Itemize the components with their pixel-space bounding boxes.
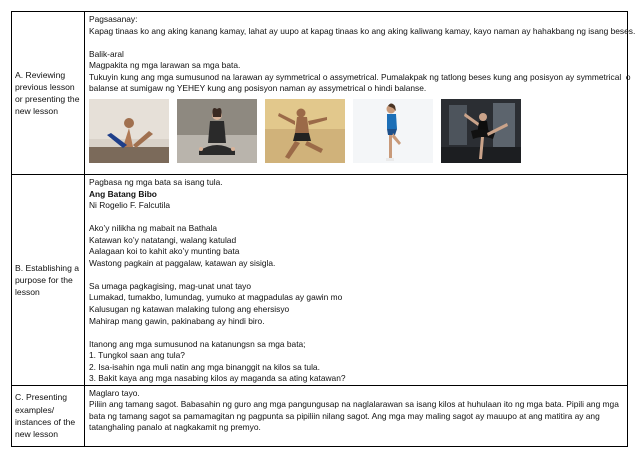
label-line: new lesson xyxy=(15,429,58,440)
poem-line: Ako’y nilikha ng mabait na Bathala xyxy=(89,223,218,234)
label-line: A. Reviewing xyxy=(15,69,66,80)
label-line: purpose for the xyxy=(15,274,73,285)
label-line: new lesson xyxy=(15,106,58,117)
text-line: Maglaro tayo. xyxy=(89,387,140,398)
blank-line xyxy=(89,37,623,49)
text-line: Piliin ang tamang sagot. Babasahin ng guro ang mga pangungusap na naglalarawan sa isang kilos at huhulaan ito ng mga bata. Pipili ang mga xyxy=(89,399,619,410)
text-line: Pagbasa ng mga bata sa isang tula. xyxy=(89,177,223,187)
poem-author: Ni Rogelio F. Falcutila xyxy=(89,200,170,211)
question-line: 1. Tungkol saan ang tula? xyxy=(89,350,185,361)
poem-line: Kalusugan ng katawan malaking tulong ang ehersisyo xyxy=(89,304,290,315)
blank-line xyxy=(89,212,623,224)
text-line: Magpakita ng mga larawan sa mga bata. xyxy=(89,60,241,71)
question-line: 3. Bakit kaya ang mga nasabing kilos ay maganda sa ating katawan? xyxy=(89,373,346,384)
label-line: or presenting the xyxy=(15,94,80,104)
blank-line xyxy=(89,269,623,281)
text-line: tatanghaling panalo at nagkakamit ng premyo. xyxy=(89,422,261,433)
poem-title: Ang Batang Bibo xyxy=(89,188,157,199)
lesson-plan-table xyxy=(11,11,636,447)
row-content-presenting xyxy=(85,385,628,446)
poem-line: Wastong pagkain at paggalaw, katawan ay sisigla. xyxy=(89,257,276,268)
meditation-pose-photo-icon xyxy=(177,99,257,163)
blank-line xyxy=(89,327,623,339)
label-line: previous lesson xyxy=(15,81,75,92)
text-line: balanse at sumigaw ng YEHEY kung ang posisyon naman ay assymetrical o hindi balanse. xyxy=(89,83,427,94)
row-content-reviewing xyxy=(85,12,636,175)
poem-line: Aalagaan koi to kahit ako’y munting bata xyxy=(89,246,240,257)
label-line: instances of the xyxy=(15,416,76,427)
balance-pose-photo-icon xyxy=(353,99,433,163)
text-line: Kapag tinaas ko ang aking kanang kamay, lahat ay uupo at kapag tinaas ko ang aking kaliwang kamay, kayo naman ay hahakbang ng isang beses. xyxy=(89,25,636,36)
text-line: Itanong ang mga sumusunod na katanungsn sa mga bata; xyxy=(89,338,306,349)
label-line: B. Establishing a xyxy=(15,262,80,273)
lunge-pose-photo-icon xyxy=(265,99,345,163)
text-line: Tukuyin kung ang mga sumusunod na larawan ay symmetrical o assymetrical. Pumalakpak ng tatlong beses kung ang posisyon ay symmetrical o xyxy=(89,71,631,82)
ballet-pose-photo-icon xyxy=(441,99,521,163)
label-line: lesson xyxy=(15,287,40,298)
label-line: examples/ xyxy=(15,404,55,415)
row-reviewing xyxy=(12,12,628,175)
row-label-presenting xyxy=(12,385,85,446)
row-establishing xyxy=(12,175,628,386)
text-line: bata ng tamang sagot sa pamamagitan ng pagpunta sa pipiliin nilang sagot. Ang mga may maling sagot ay mauupo at ang matitira ay ang xyxy=(89,410,600,421)
row-label-establishing xyxy=(12,175,85,386)
row-label-reviewing xyxy=(12,12,85,175)
boat-pose-photo-icon xyxy=(89,99,169,163)
question-line: 2. Isa-isahin nga muli natin ang mga binanggit na kilos sa tula. xyxy=(89,361,320,372)
label-line: C. Presenting xyxy=(15,392,68,403)
poem-line: Sa umaga pagkagising, mag-unat unat tayo xyxy=(89,280,252,291)
pose-photos xyxy=(89,99,627,163)
text-line: Pagsasanay: xyxy=(89,14,138,24)
poem-line: Mahirap mang gawin, pakinabang ay hindi biro. xyxy=(89,315,265,326)
text-line: Balik-aral xyxy=(89,48,124,59)
poem-line: Lumakad, tumakbo, lumundag, yumuko at magpadulas ay gawin mo xyxy=(89,292,343,303)
row-content-establishing xyxy=(85,175,628,386)
poem-line: Katawan ko’y natatangi, walang katulad xyxy=(89,234,237,245)
row-presenting xyxy=(12,385,628,446)
